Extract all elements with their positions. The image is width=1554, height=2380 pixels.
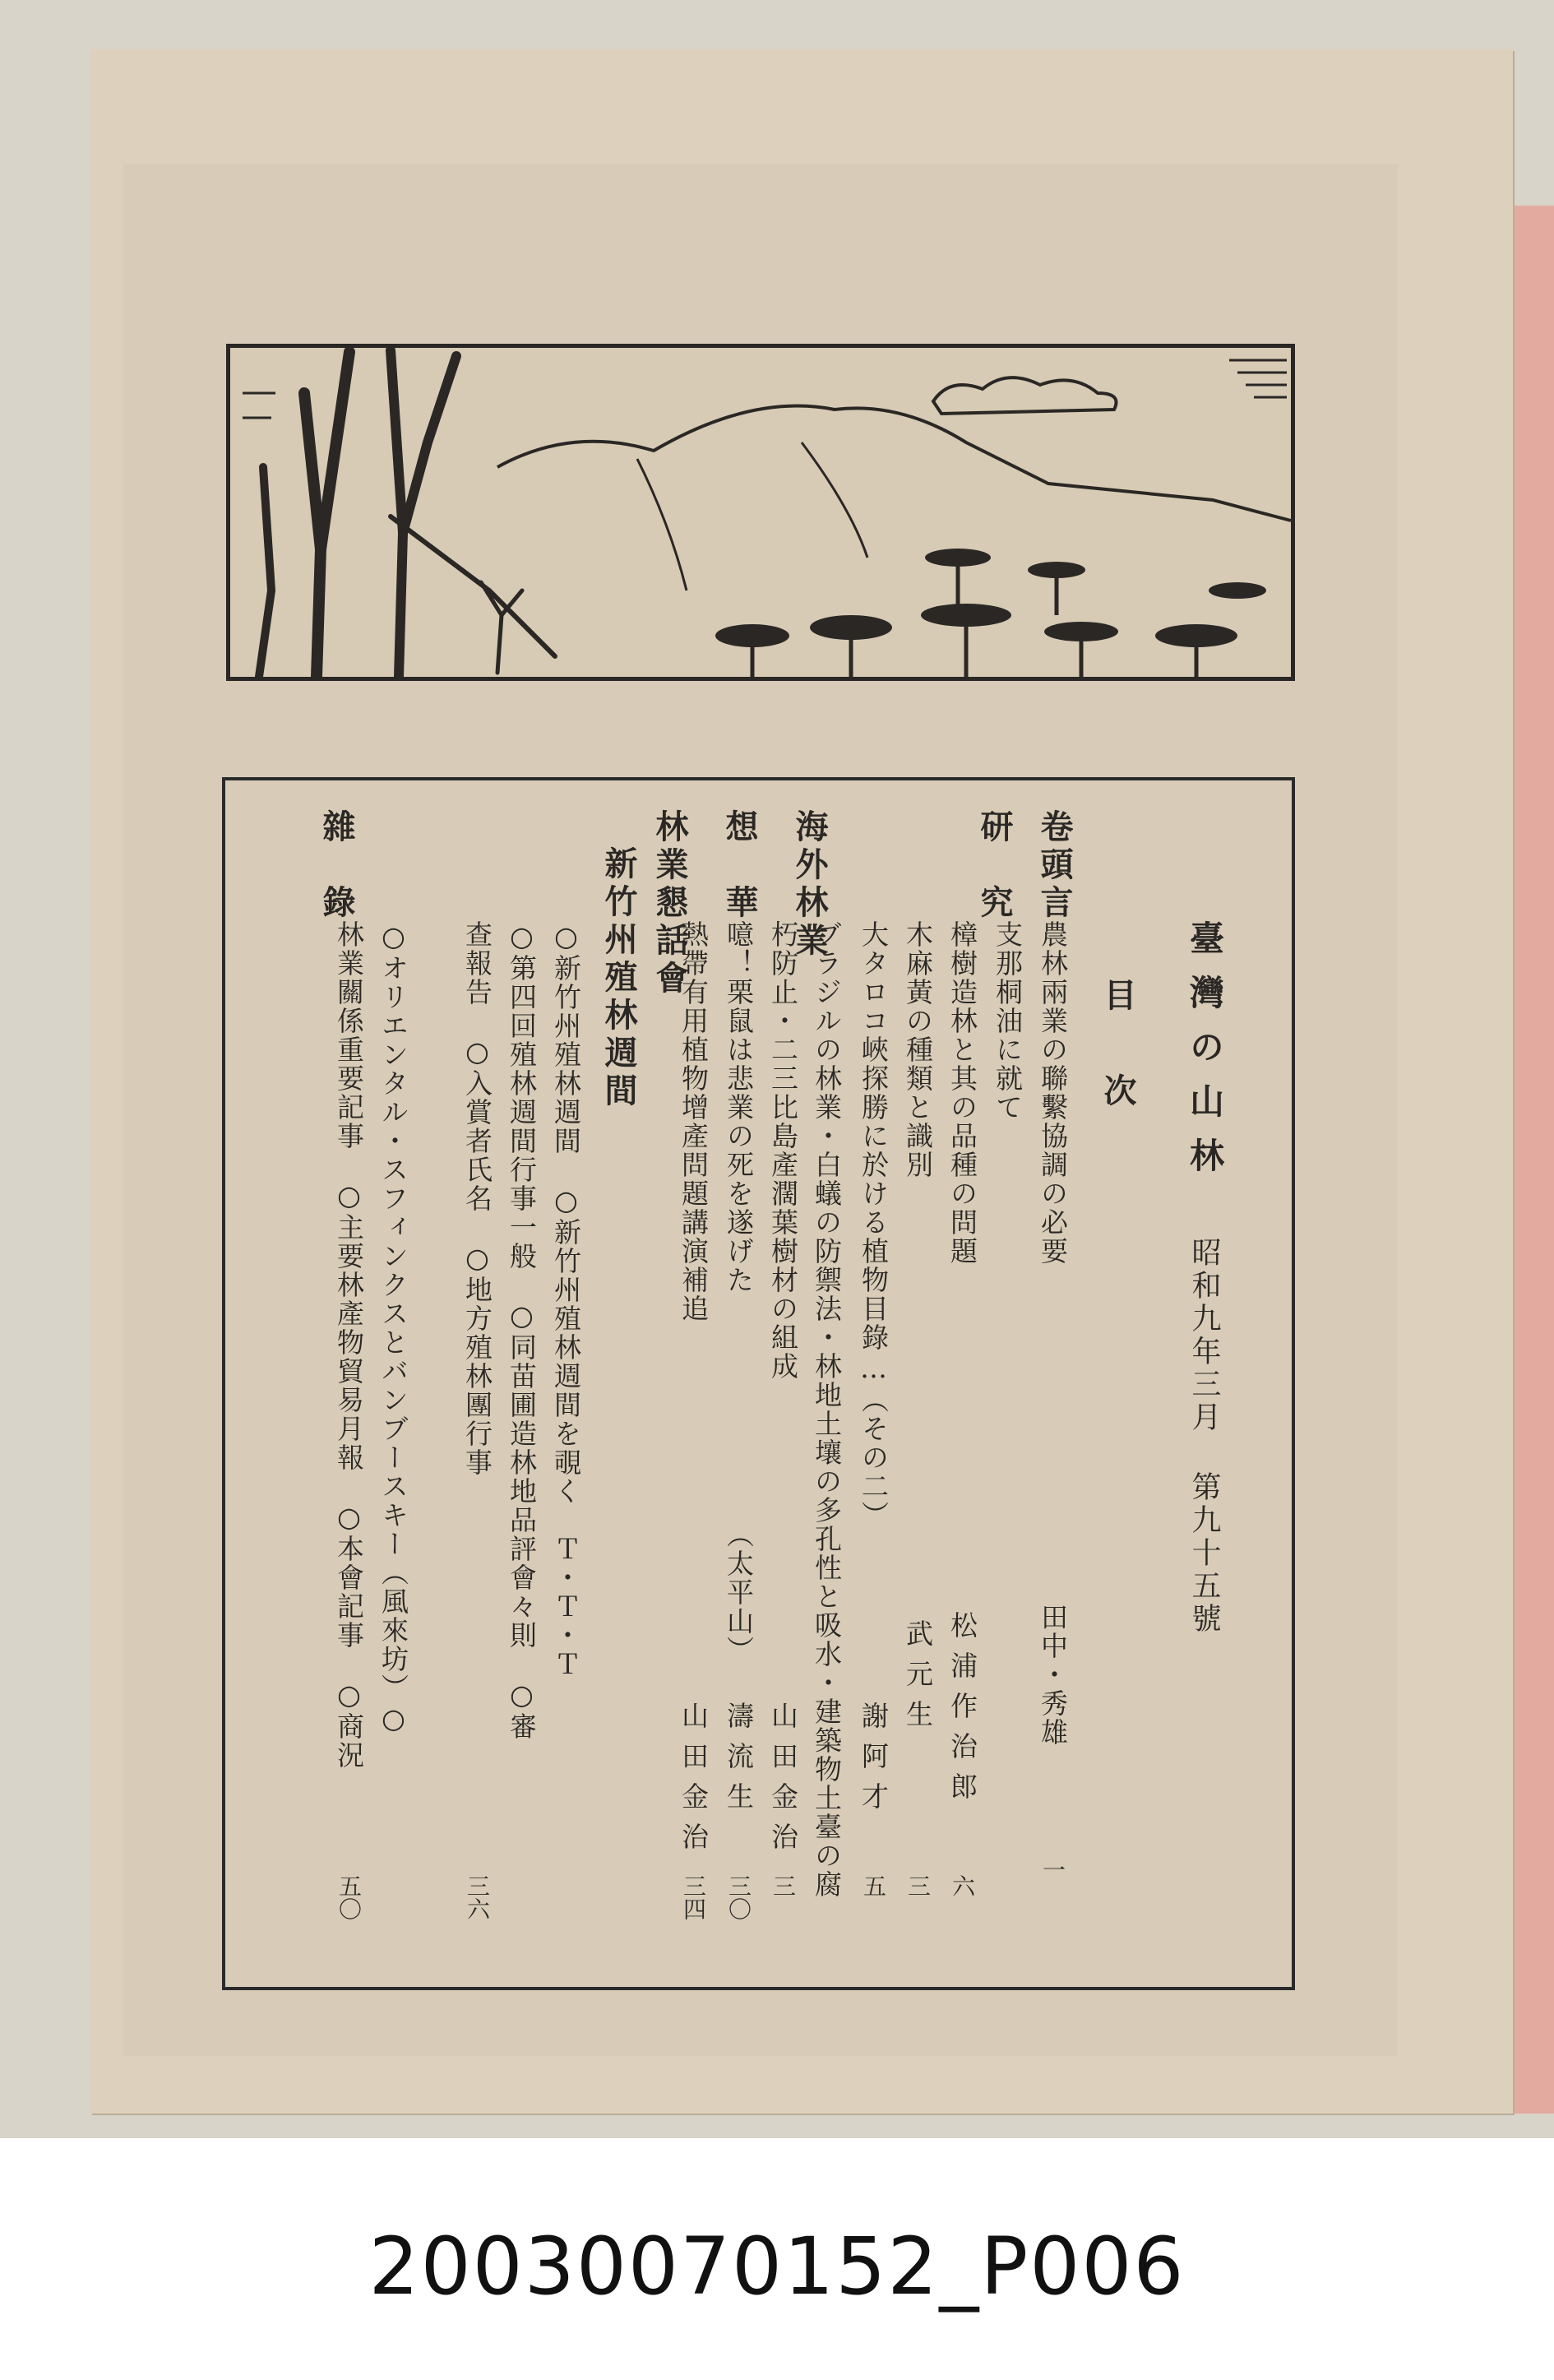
magazine-title: 臺灣の山林 xyxy=(1185,920,1225,1192)
entry-page-number: 三 xyxy=(904,1874,932,1897)
woodcut-landscape-illustration xyxy=(226,344,1295,681)
entry-page-number: 五 xyxy=(860,1874,887,1897)
entry-title: 熱帶有用植物增產問題講演補追 xyxy=(678,920,710,1323)
entry-author: 武元生 xyxy=(902,1619,934,1740)
entry-title: 噫！栗鼠は悲業の死を遂げた xyxy=(723,920,755,1294)
entry-line: 林業關係重要記事 ○主要林產物貿易月報 ○本會記事 ○商況 xyxy=(333,920,365,1770)
entry-title: 大タロコ峽探勝に於ける植物目錄…（その二） xyxy=(858,920,890,1530)
section-label-sokan: 想 華 xyxy=(720,809,759,923)
entry-title: 朽防止・二三比島產濶葉樹材の組成 xyxy=(767,920,799,1381)
entry-author: 濤流生 xyxy=(723,1702,755,1822)
entry-page-number: 五〇 xyxy=(335,1874,363,1920)
entry-page-number: 三 xyxy=(770,1874,797,1897)
section-label-kantougen: 卷頭言 xyxy=(1035,809,1074,923)
entry-line: 查報告 ○入賞者氏名 ○地方殖林團行事 xyxy=(461,920,493,1477)
entry-line: ○オリエンタル・スフィンクスとバンブースキー（風來坊）○ xyxy=(377,920,409,1736)
table-of-contents xyxy=(222,777,1295,1990)
entry-page-number: 三六 xyxy=(464,1874,491,1920)
entry-title: 支那桐油に就て xyxy=(992,920,1024,1122)
entry-author: 田中・秀雄 xyxy=(1037,1603,1069,1747)
entry-title: 木麻黃の種類と識別 xyxy=(902,920,934,1179)
section-label-kondan: 林業懇話會 xyxy=(650,809,689,998)
issue-date: 昭和九年三月 xyxy=(1187,1237,1221,1434)
entry-title: 農林兩業の聯繫協調の必要 xyxy=(1037,920,1069,1266)
entry-subtitle: （太平山） xyxy=(723,1521,755,1665)
entry-author: 謝阿才 xyxy=(858,1702,890,1822)
section-label-kenkyu: 研 究 xyxy=(975,809,1014,923)
entry-page-number: 一 xyxy=(1039,1858,1066,1881)
entry-line: ○新竹州殖林週間 ○新竹州殖林週間を覗く Ｔ・Ｔ・Ｔ xyxy=(550,920,582,1679)
entry-title: ブラジルの林業・白蟻の防禦法・林地土壤の多孔性と吸水・建築物土臺の腐 xyxy=(811,920,843,1899)
entry-page-number: 三〇 xyxy=(725,1874,752,1920)
entry-page-number: 六 xyxy=(949,1874,976,1897)
section-label-shinchiku: 新竹州殖林週間 xyxy=(599,846,638,1111)
entry-author: 山田金治 xyxy=(767,1702,799,1863)
section-label-kaigai: 海外林業 xyxy=(790,809,829,961)
entry-line: ○第四回殖林週間行事一般 ○同苗圃造林地品評會々則 ○審 xyxy=(506,920,538,1741)
entry-author: 松浦作治郎 xyxy=(946,1611,978,1813)
issue-number: 第九十五號 xyxy=(1187,1471,1221,1636)
archive-caption: 20030070152_P006 xyxy=(368,2220,1186,2313)
toc-heading: 目 次 xyxy=(1098,978,1137,1121)
entry-author: 山田金治 xyxy=(678,1702,710,1863)
entry-title: 樟樹造林と其の品種の問題 xyxy=(946,920,978,1266)
entry-page-number: 三四 xyxy=(680,1874,707,1920)
section-label-zatsuroku: 雜 錄 xyxy=(317,809,356,923)
